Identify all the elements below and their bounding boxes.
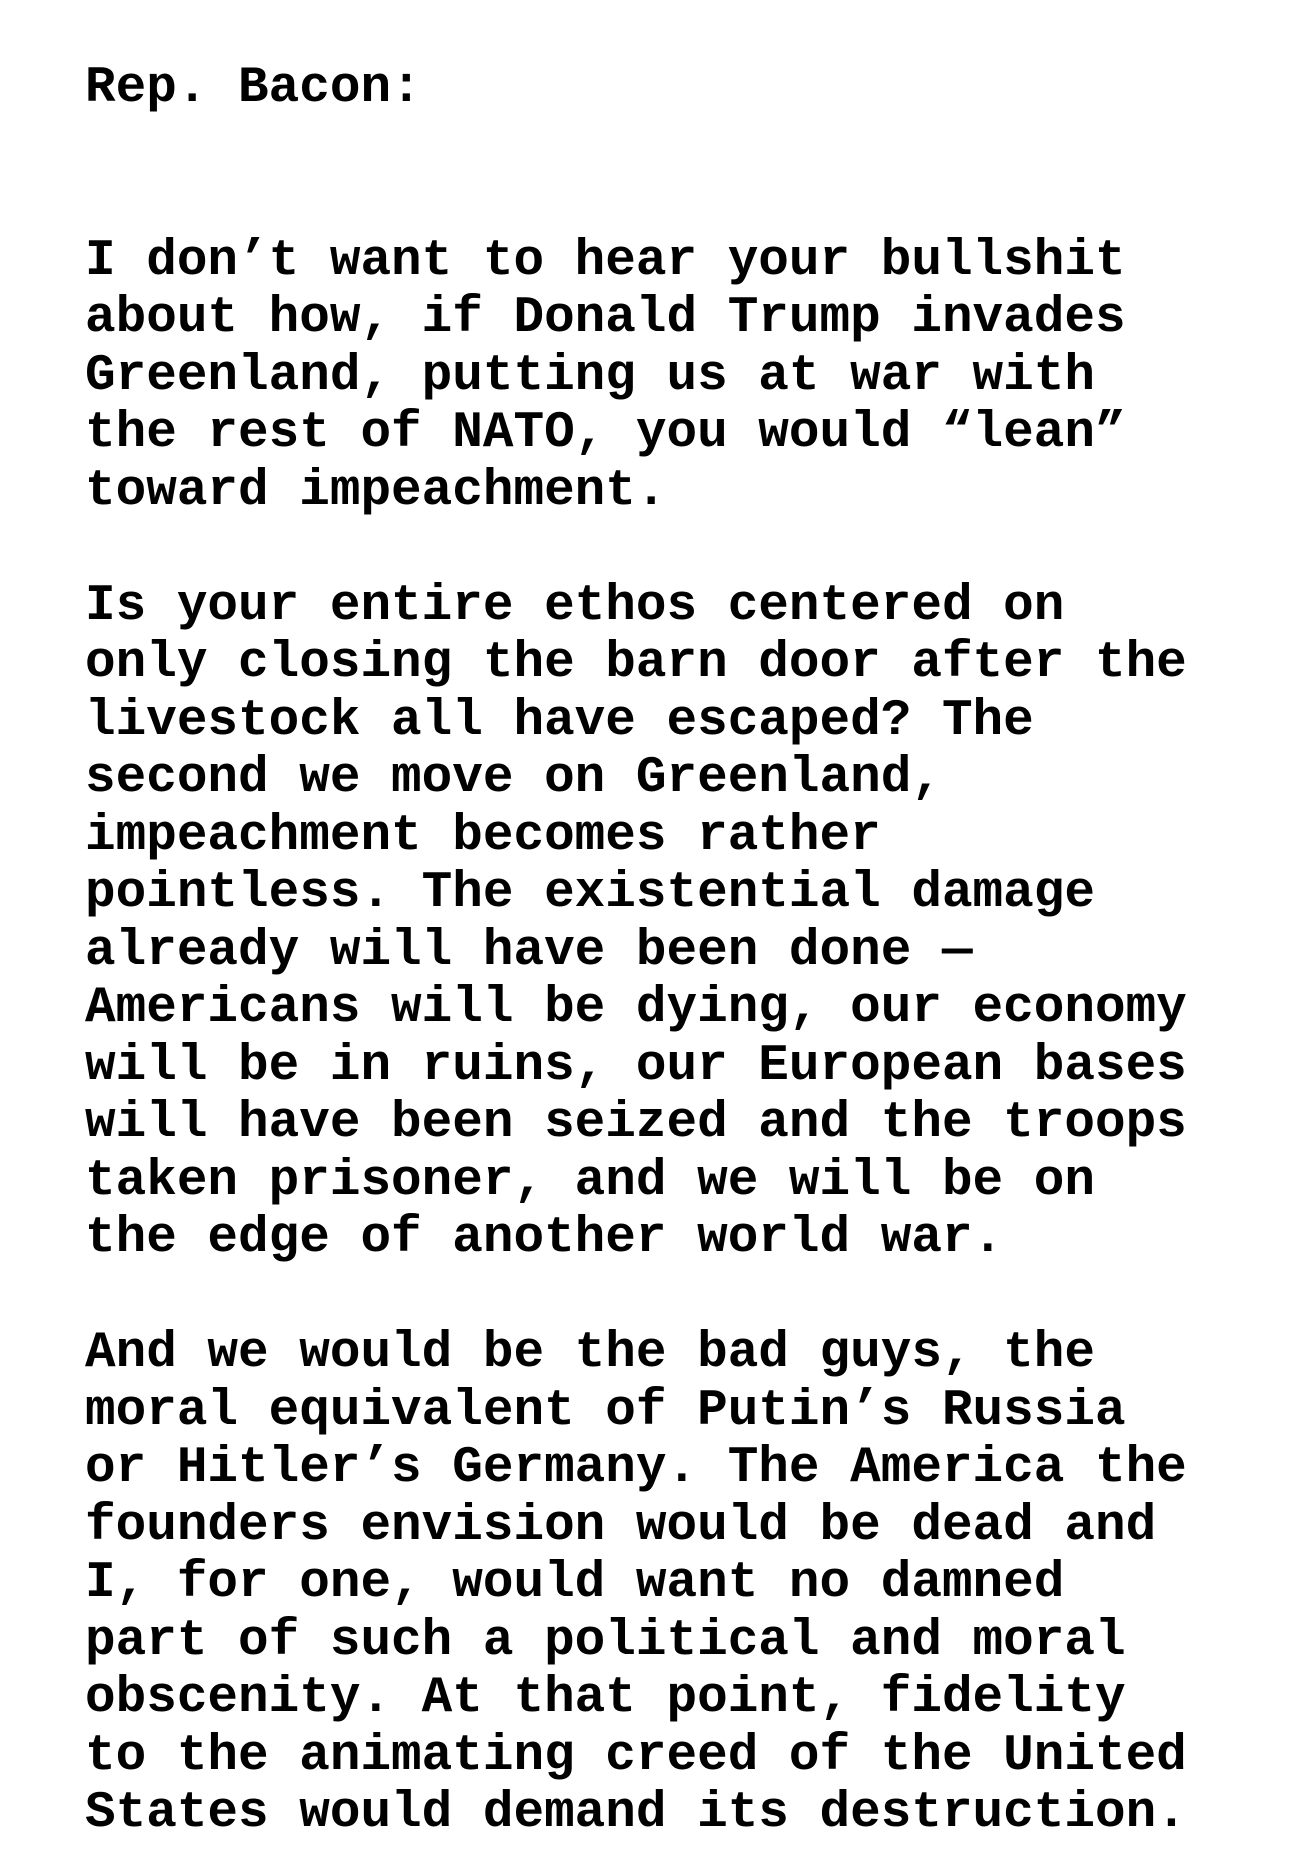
- paragraph-2: [85, 578, 1235, 1268]
- text-line: second we move on Greenland,: [85, 750, 942, 807]
- text-line: I, for one, would want no damned: [85, 1555, 1065, 1612]
- text-line: Americans will be dying, our economy: [85, 980, 1187, 1037]
- text-line: the rest of NATO, you would “lean”: [85, 405, 1126, 462]
- text-line: livestock all have escaped? The: [85, 692, 1034, 750]
- letter-body: [85, 60, 1235, 1843]
- text-line: obscenity. At that point, fidelity: [85, 1670, 1126, 1727]
- text-line: will be in ruins, our European bases: [85, 1037, 1187, 1095]
- text-line: impeachment becomes rather: [85, 807, 881, 865]
- text-line: the edge of another world war.: [85, 1210, 1004, 1267]
- text-line: or Hitler’s Germany. The America the: [85, 1440, 1187, 1497]
- text-line: part of such a political and moral: [85, 1612, 1126, 1670]
- paragraph-1: [85, 233, 1235, 521]
- text-line: moral equivalent of Putin’s Russia: [85, 1382, 1126, 1440]
- text-line: And we would be the bad guys, the: [85, 1325, 1095, 1382]
- text-line: about how, if Donald Trump invades: [85, 290, 1126, 347]
- text-line: taken prisoner, and we will be on: [85, 1152, 1095, 1210]
- text-line: will have been seized and the troops: [85, 1095, 1187, 1152]
- salutation: Rep. Bacon:: [85, 60, 422, 117]
- text-line: already will have been done —: [85, 922, 973, 980]
- text-line: only closing the barn door after the: [85, 635, 1187, 692]
- text-line: toward impeachment.: [85, 462, 667, 520]
- paragraph-3: [85, 1325, 1235, 1843]
- text-line: Greenland, putting us at war with: [85, 347, 1095, 405]
- text-line: pointless. The existential damage: [85, 865, 1095, 922]
- text-line: I don’t want to hear your bullshit: [85, 232, 1126, 290]
- text-line: to the animating creed of the United: [85, 1727, 1187, 1785]
- text-line: States would demand its destruction.: [85, 1785, 1187, 1842]
- text-line: Is your entire ethos centered on: [85, 577, 1065, 635]
- text-line: founders envision would be dead and: [85, 1497, 1157, 1555]
